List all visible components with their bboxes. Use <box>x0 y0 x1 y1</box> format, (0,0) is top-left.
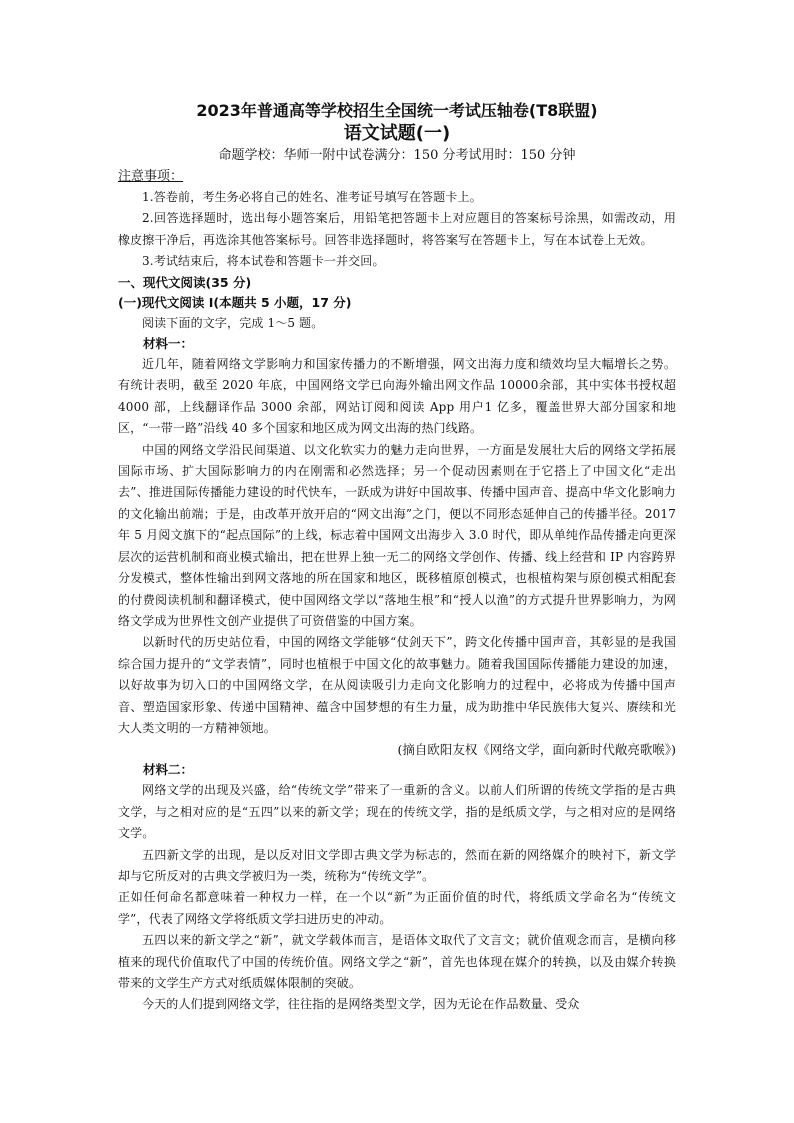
material-paragraph: 五四新文学的出现，是以反对旧文学即古典文学为标志的，然而在新的网络媒介的映衬下，新文学却与它所反对的古典文学被归为一类，统称为“传统文学”。 <box>118 847 676 883</box>
section-heading: 一、现代文阅读(35 分) <box>118 274 252 290</box>
exam-subtitle: 语文试题(一) <box>343 123 451 144</box>
notice-item: 2.回答选择题时，选出每小题答案后，用铅笔把答题卡上对应题目的答案标号涂黑，如需改动，用橡皮擦干净后，再选涂其他答案标号。回答非选择题时，将答案写在答题卡上，写在本试卷上无效。 <box>118 211 676 247</box>
exam-meta: 命题学校：华师一附中试卷满分：150 分考试用时：150 分钟 <box>218 148 576 163</box>
material-source: (摘自欧阳友权《网络文学，面向新时代敞亮歌喉》) <box>397 742 676 758</box>
material-paragraph: 近几年，随着网络文学影响力和国家传播力的不断增强，网文出海力度和绩效均呈大幅增长之势。有统计表明，截至 2020 年底，中国网络文学已向海外输出网文作品 10000余部，其中实体书授权超 4000 部，上线翻译作品 3000 余部，网站订阅和阅读 App 用户1 亿多，覆盖世界大部分国家和地区，“一带一路”沿线 40 多个国家和地区成为网文出海的热门线路。 <box>118 357 676 436</box>
notice-heading: 注意事项： <box>118 169 184 184</box>
section-instruction: 阅读下面的文字，完成 1～5 题。 <box>142 315 324 330</box>
material-paragraph: 今天的人们提到网络文学，往往指的是网络类型文学，因为无论在作品数量、受众 <box>142 997 580 1012</box>
section-subheading: (一)现代文阅读 I(本题共 5 小题，17 分) <box>118 294 352 310</box>
page-content <box>118 100 676 1016</box>
material-label: 材料一： <box>143 336 194 352</box>
notice-item: 3.考试结束后，将本试卷和答题卡一并交回。 <box>142 254 385 269</box>
exam-title: 2023年普通高等学校招生全国统一考试压轴卷(T8联盟) <box>196 101 598 120</box>
material-paragraph: 五四以来的新文学之“新”，就文学载体而言，是语体文取代了文言文；就价值观念而言，是横向移植来的现代价值取代了中国的传统价值。网络文学之“新”，首先也体现在媒介的转换，以及由媒介转换带来的文学生产方式对纸质媒体限制的突破。 <box>118 933 676 990</box>
notice-item: 1.答卷前，考生务必将自己的姓名、准考证号填写在答题卡上。 <box>142 190 482 204</box>
material-paragraph: 中国的网络文学沿民间渠道、以文化软实力的魅力走向世界，一方面是发展壮大后的网络文学拓展国际市场、扩大国际影响力的内在刚需和必然选择；另一个促动因素则在于它搭上了中国文化“走出去”、推进国际传播能力建设的时代快车，一跃成为讲好中国故事、传播中国声音、提高中华文化影响力的文化输出前端；于是，由改革开放开启的“网文出海”之门，便以不同形态延伸自己的传播半径。2017 年 5 月阅文旗下的“起点国际”的上线，标志着中国网文出海步入 3.0 时代，即从单纯作品传播走向更深层次的运营机制和商业模式输出，把在世界上独一无二的网络文学创作、传播、线上经营和 IP 内容跨界分发模式，整体性输出到网文落地的所在国家和地区，既移植原创模式，也根植构架与原创模式相配套的付费阅读机制和翻译模式，使中国网络文学以“落地生根”和“授人以渔”的方式提升世界影响力，为网络文学成为世界性文创产业提供了可资借鉴的中国方案。 <box>118 442 676 628</box>
material-paragraph: 网络文学的出现及兴盛，给“传统文学”带来了一重新的含义。以前人们所谓的传统文学指的是古典文学，与之相对应的是“五四”以来的新文学；现在的传统文学，指的是纸质文学，与之相对应的是网络文学。 <box>118 783 676 841</box>
material-paragraph: 正如任何命名都意味着一种权力一样，在一个以“新”为正面价值的时代，将纸质文学命名为“传统文学”，代表了网络文学将纸质文学扫进历史的冲动。 <box>118 890 676 926</box>
material-label: 材料二： <box>143 762 194 778</box>
material-paragraph: 以新时代的历史站位看，中国的网络文学能够“仗剑天下”，跨文化传播中国声音，其彰显的是我国综合国力提升的“文学表情”，同时也植根于中国文化的故事魅力。随着我国国际传播能力建设的加速，以好故事为切入口的中国网络文学，在从阅读吸引力走向文化影响力的过程中，必将成为传播中国声音、塑造国家形象、传递中国精神、蕴含中国梦想的有生力量，成为助推中华民族伟大复兴、赓续和光大人类文明的一方精神领地。 <box>118 635 676 735</box>
